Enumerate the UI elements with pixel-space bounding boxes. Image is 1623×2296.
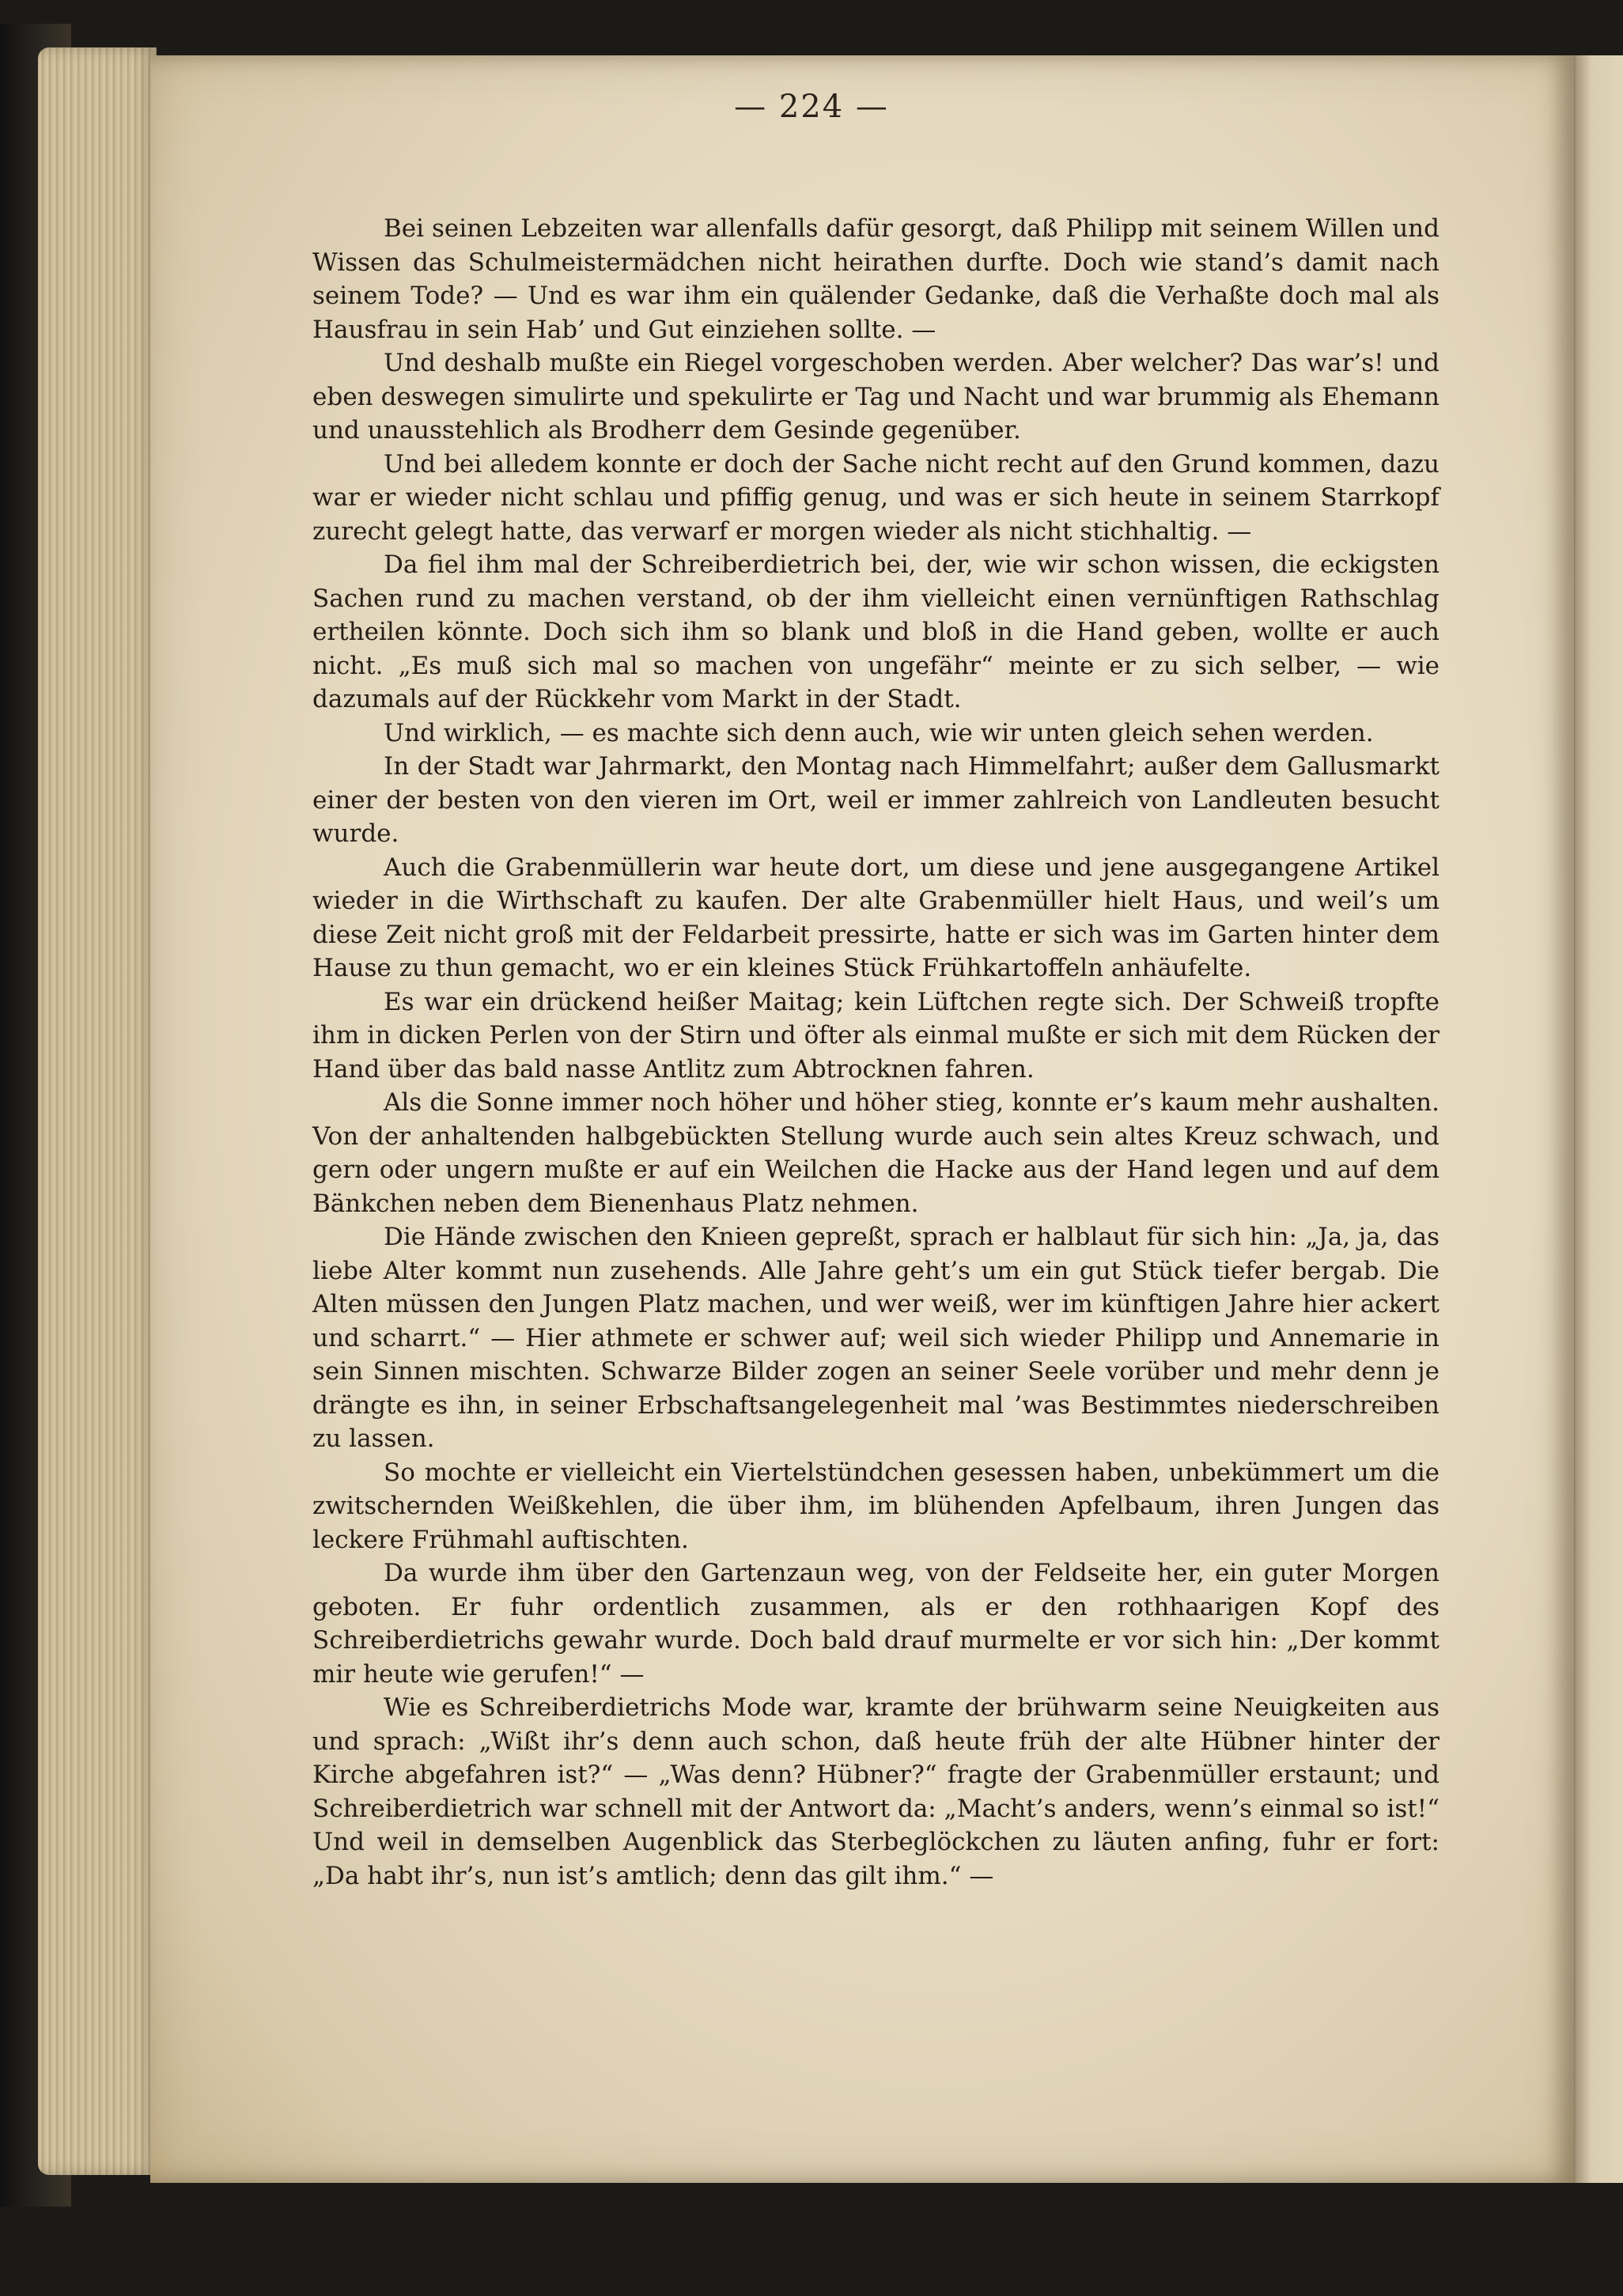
body-text: [312, 212, 1440, 2047]
page-edges: [38, 47, 157, 2175]
page-number: — 224 —: [734, 89, 889, 125]
paragraph: Und deshalb mußte ein Riegel vorgeschoben werden. Aber welcher? Das war’s! und eben deswegen simulirte und spekulirte er Tag und Nacht und war brummig als Ehemann und unausstehlich als Brodherr dem Gesinde gegenüber.: [312, 349, 1440, 444]
paragraph: Da fiel ihm mal der Schreiberdietrich bei, der, wie wir schon wissen, die eckigsten Sachen rund zu machen verstand, ob der ihm vielleicht einen vernünftigen Rathschlag ertheilen könnte. Doch sich ihm so blank und bloß in die Hand geben, wollte er auch nicht. „Es muß sich mal so machen von ungefähr“ meinte er zu sich selber, — wie dazumals auf der Rückkehr vom Markt in der Stadt.: [312, 550, 1440, 713]
paragraph: Wie es Schreiberdietrichs Mode war, kramte der brühwarm seine Neuigkeiten aus und sprach: „Wißt ihr’s denn auch schon, daß heute früh der alte Hübner hinter der Kirche abgefahren ist?“ — „Was denn? Hübner?“ fragte der Grabenmüller erstaunt; und Schreiberdietrich war schnell mit der Antwort da: „Macht’s anders, wenn’s einmal so ist!“ Und weil in demselben Augenblick das Sterbeglöckchen zu läuten anfing, fuhr er fort: „Da habt ihr’s, nun ist’s amtlich; denn das gilt ihm.“ —: [312, 1693, 1440, 1890]
paragraph: Es war ein drückend heißer Maitag; kein Lüftchen regte sich. Der Schweiß tropfte ihm in dicken Perlen von der Stirn und öfter als einmal mußte er sich mit dem Rücken der Hand über das bald nasse Antlitz zum Abtrocknen fahren.: [312, 987, 1440, 1084]
paragraph: In der Stadt war Jahrmarkt, den Montag nach Himmelfahrt; außer dem Gallusmarkt einer der besten von den vieren im Ort, weil er immer zahlreich von Landleuten besucht wurde.: [312, 752, 1440, 848]
paragraph: Die Hände zwischen den Knieen gepreßt, sprach er halblaut für sich hin: „Ja, ja, das liebe Alter kommt nun zusehends. Alle Jahre geht’s um ein gut Stück tiefer bergab. Die Alten müssen den Jungen Platz machen, und wer weiß, wer im künftigen Jahre hier ackert und scharrt.“ — Hier athmete er schwer auf; weil sich wieder Philipp und Annemarie in sein Sinnen mischten. Schwarze Bilder zogen an seiner Seele vorüber und mehr denn je drängte es ihn, in seiner Erbschaftsangelegenheit mal ’was Bestimmtes niederschreiben zu lassen.: [312, 1223, 1440, 1453]
paragraph: So mochte er vielleicht ein Viertelstündchen gesessen haben, unbekümmert um die zwitschernden Weißkehlen, die über ihm, im blühenden Apfelbaum, ihren Jungen das leckere Frühmahl auftischten.: [312, 1458, 1440, 1554]
paragraph: Da wurde ihm über den Gartenzaun weg, von der Feldseite her, ein guter Morgen geboten. Er fuhr ordentlich zusammen, als er den rothhaarigen Kopf des Schreiberdietrichs gewahr wurde. Doch bald drauf murmelte er vor sich hin: „Der kommt mir heute wie gerufen!“ —: [312, 1559, 1440, 1689]
paragraph: Und bei alledem konnte er doch der Sache nicht recht auf den Grund kommen, dazu war er wieder nicht schlau und pfiffig genug, und was er sich heute in seinem Starrkopf zurecht gelegt hatte, das verwarf er morgen wieder als nicht stichhaltig. —: [312, 449, 1440, 546]
paragraph: Bei seinen Lebzeiten war allenfalls dafür gesorgt, daß Philipp mit seinem Willen und Wissen das Schulmeistermädchen nicht heirathen durfte. Doch wie stand’s damit nach seinem Tode? — Und es war ihm ein quälender Gedanke, daß die Verhaßte doch mal als Hausfrau in sein Hab’ und Gut einziehen sollte. —: [312, 214, 1440, 344]
paragraph: Und wirklich, — es machte sich denn auch, wie wir unten gleich sehen werden.: [384, 718, 1374, 747]
paragraph: Als die Sonne immer noch höher und höher stieg, konnte er’s kaum mehr aushalten. Von der anhaltenden halbgebückten Stellung wurde auch sein altes Kreuz schwach, und gern oder ungern mußte er auf ein Weilchen die Hacke aus der Hand legen und auf dem Bänkchen neben dem Bienenhaus Platz nehmen.: [312, 1088, 1440, 1218]
paragraph: Auch die Grabenmüllerin war heute dort, um diese und jene ausgegangene Artikel wieder in die Wirthschaft zu kaufen. Der alte Grabenmüller hielt Haus, und weil’s um diese Zeit nicht groß mit der Feldarbeit pressirte, hatte er sich was im Garten hinter dem Hause zu thun gemacht, wo er ein kleines Stück Frühkartoffeln anhäufelte.: [312, 853, 1440, 982]
facing-page-edge: [1570, 55, 1623, 2183]
